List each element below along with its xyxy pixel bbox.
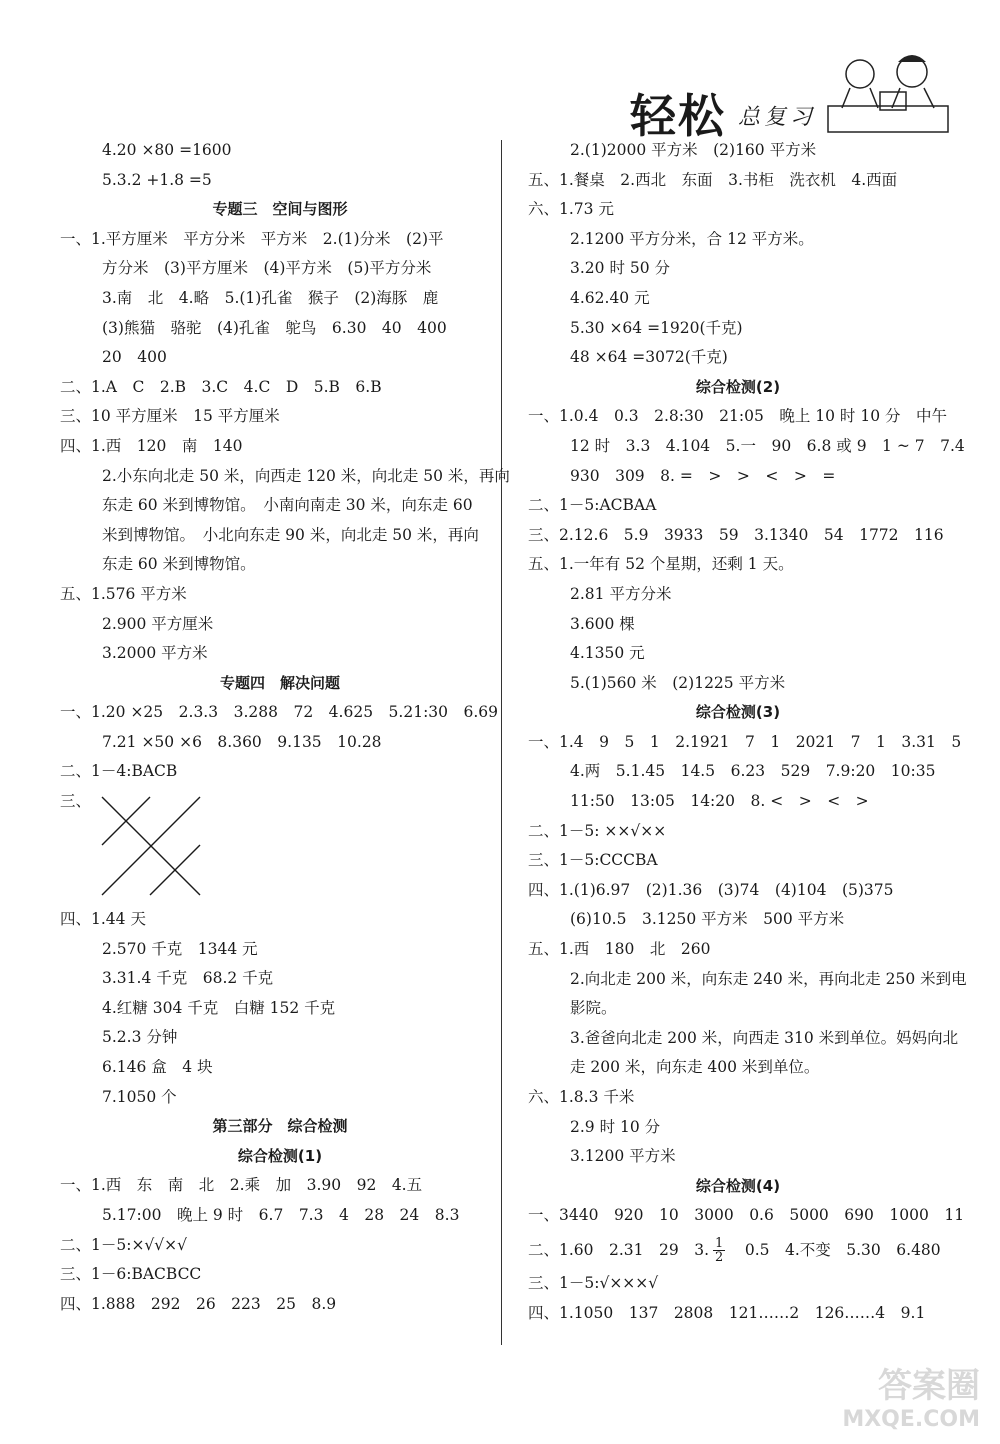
answer-line: 三、2.12.6 5.9 3933 59 3.1340 54 1772 116 (528, 525, 944, 544)
answer-line: 四、1.44 天 (60, 910, 146, 929)
fraction (713, 1237, 725, 1264)
section-heading: 综合检测(3) (695, 703, 781, 722)
section-heading: 综合检测(1) (237, 1146, 323, 1165)
answer-line: 三、1－5:CCCBA (528, 851, 658, 870)
answer-line: 2.570 千克 1344 元 (102, 939, 258, 958)
answer-line: 5.2.3 分钟 (102, 1028, 178, 1047)
watermark (842, 1358, 980, 1432)
answer-line: 3.600 棵 (570, 614, 635, 633)
answer-line: 二、1－4:BACB (60, 762, 178, 781)
answer-line: (6)10.5 3.1250 平方米 500 平方米 (570, 910, 845, 929)
answer-text: 0.5 4.不变 5.30 6.480 (729, 1240, 941, 1259)
line-pairing-figure (60, 787, 500, 905)
section-heading: 专题三 空间与图形 (212, 200, 348, 219)
fraction-denominator: 2 (715, 1250, 724, 1266)
answer-line: 5.3.2 +1.8 =5 (102, 170, 212, 189)
answer-line: 二、1－5:×√√×√ (60, 1235, 188, 1254)
answer-line: 四、1.(1)6.97 (2)1.36 (3)74 (4)104 (5)375 (528, 880, 894, 899)
answer-line: 一、3440 920 10 3000 0.6 5000 690 1000 11 (528, 1206, 965, 1225)
answer-line: 2.9 时 10 分 (570, 1117, 661, 1136)
page-logo (630, 48, 960, 143)
answer-line-with-fraction (528, 1231, 948, 1269)
answer-line: 二、1.A C 2.B 3.C 4.C D 5.B 6.B (60, 377, 382, 396)
figure-label: 三、 (60, 792, 92, 811)
answer-line: 3.20 时 50 分 (570, 259, 671, 278)
answer-line: 一、1.0.4 0.3 2.8:30 21:05 晚上 10 时 10 分 中午 (528, 407, 948, 426)
answer-line: 7.21 ×50 ×6 8.360 9.135 10.28 (102, 732, 382, 751)
answer-line: 一、1.20 ×25 2.3.3 3.288 72 4.625 5.21:30 6.69 (60, 703, 499, 722)
section-heading: 综合检测(4) (695, 1176, 781, 1195)
answer-line: 3.爸爸向北走 200 米，向西走 310 米到单位。妈妈向北 (570, 1028, 959, 1047)
answer-line: 四、1.888 292 26 223 25 8.9 (60, 1294, 337, 1313)
answer-line: 影院。 (570, 999, 617, 1018)
logo-title: 轻松 (630, 89, 726, 143)
section-heading: 专题四 解决问题 (219, 673, 340, 692)
part-heading: 第三部分 综合检测 (212, 1117, 348, 1136)
answer-line: 五、1.一年有 52 个星期，还剩 1 天。 (528, 555, 794, 574)
left-column (60, 136, 510, 1319)
answer-line: 方分米 (3)平方厘米 (4)平方米 (5)平方分米 (102, 259, 432, 278)
answer-line: 2.81 平方分米 (570, 584, 672, 603)
answer-line: 2.1200 平方分米，合 12 平方米。 (570, 229, 814, 248)
answer-line: 三、10 平方厘米 15 平方厘米 (60, 407, 280, 426)
answer-line: 走 200 米，向东走 400 米到单位。 (570, 1058, 820, 1077)
answer-line: 48 ×64 =3072(千克) (570, 348, 728, 367)
answer-line: 2.小东向北走 50 米，向西走 120 米，向北走 50 米，再向 (102, 466, 510, 485)
right-column (528, 136, 967, 1328)
answer-line: 20 400 (102, 348, 167, 367)
logo-subtitle: 总复习 (738, 105, 817, 130)
answer-line: 3.南 北 4.略 5.(1)孔雀 猴子 (2)海豚 鹿 (102, 288, 439, 307)
answer-line: 11:50 13:05 14:20 8. < > < > (570, 792, 869, 811)
answer-line: 四、1.西 120 南 140 (60, 436, 243, 455)
answer-line: 6.146 盒 4 块 (102, 1058, 213, 1077)
answer-line: 三、1－5:√×××√ (528, 1273, 659, 1292)
answer-line: 5.(1)560 米 (2)1225 平方米 (570, 673, 786, 692)
answer-line: 930 309 8. = > > < > = (570, 466, 836, 485)
answer-line: 东走 60 米到博物馆。 小南向南走 30 米，向东走 60 (102, 496, 473, 515)
watermark-url: MXQE.COM (842, 1407, 980, 1432)
answer-line: 4.1350 元 (570, 644, 645, 663)
answer-text: 二、1.60 2.31 29 3. (528, 1240, 710, 1259)
answer-line: 六、1.8.3 千米 (528, 1088, 635, 1106)
answer-line: 3.2000 平方米 (102, 644, 208, 663)
answer-line: 4.红糖 304 千克 白糖 152 千克 (102, 998, 336, 1017)
answer-line: 5.17:00 晚上 9 时 6.7 7.3 4 28 24 8.3 (102, 1206, 460, 1224)
answer-line: 五、1.576 平方米 (60, 584, 187, 603)
answer-line: 4.62.40 元 (570, 288, 650, 307)
answer-line: 一、1.4 9 5 1 2.1921 7 1 2021 7 1 3.31 5 (528, 732, 962, 751)
answer-line: 二、1－5:ACBAA (528, 496, 657, 515)
answer-line: 2.向北走 200 米，向东走 240 米，再向北走 250 米到电 (570, 969, 967, 988)
column-divider (501, 140, 502, 1345)
answer-line: 7.1050 个 (102, 1087, 177, 1106)
answer-line: 3.31.4 千克 68.2 千克 (102, 969, 274, 988)
answer-line: 5.30 ×64 =1920(千克) (570, 318, 743, 337)
answer-line: 12 时 3.3 4.104 5.一 90 6.8 或 9 1 ~ 7 7.4 (570, 436, 965, 455)
answer-line: 4.20 ×80 =1600 (102, 141, 232, 159)
answer-line: 五、1.西 180 北 260 (528, 940, 711, 959)
answer-line: 3.1200 平方米 (570, 1147, 676, 1166)
section-heading: 综合检测(2) (695, 377, 781, 396)
answer-line: 一、1.平方厘米 平方分米 平方米 2.(1)分米 (2)平 (60, 229, 444, 248)
answer-line: 五、1.餐桌 2.西北 东面 3.书柜 洗衣机 4.西面 (528, 170, 898, 189)
answer-line: 东走 60 米到博物馆。 (102, 555, 256, 574)
watermark-logo-text: 答案圈 (878, 1366, 980, 1406)
crossing-lines-diagram (100, 795, 210, 905)
answer-line: 米到博物馆。 小北向东走 90 米，向北走 50 米，再向 (102, 525, 479, 544)
answer-line: 二、1－5: ××√×× (528, 821, 667, 840)
answer-line: 四、1.1050 137 2808 121……2 126……4 9.1 (528, 1303, 926, 1322)
answer-line: 三、1－6:BACBCC (60, 1265, 202, 1284)
answer-line: 2.(1)2000 平方米 (2)160 平方米 (570, 141, 817, 159)
answer-line: 一、1.西 东 南 北 2.乘 加 3.90 92 4.五 (60, 1176, 423, 1195)
answer-line: 2.900 平方厘米 (102, 614, 214, 633)
answer-line: 4.两 5.1.45 14.5 6.23 529 7.9:20 10:35 (570, 762, 936, 781)
fraction-numerator: 1 (715, 1236, 724, 1252)
answer-line: (3)熊猫 骆驼 (4)孔雀 鸵鸟 6.30 40 400 (102, 318, 447, 337)
answer-line: 六、1.73 元 (528, 200, 614, 219)
children-reading-illustration-icon (822, 48, 960, 136)
